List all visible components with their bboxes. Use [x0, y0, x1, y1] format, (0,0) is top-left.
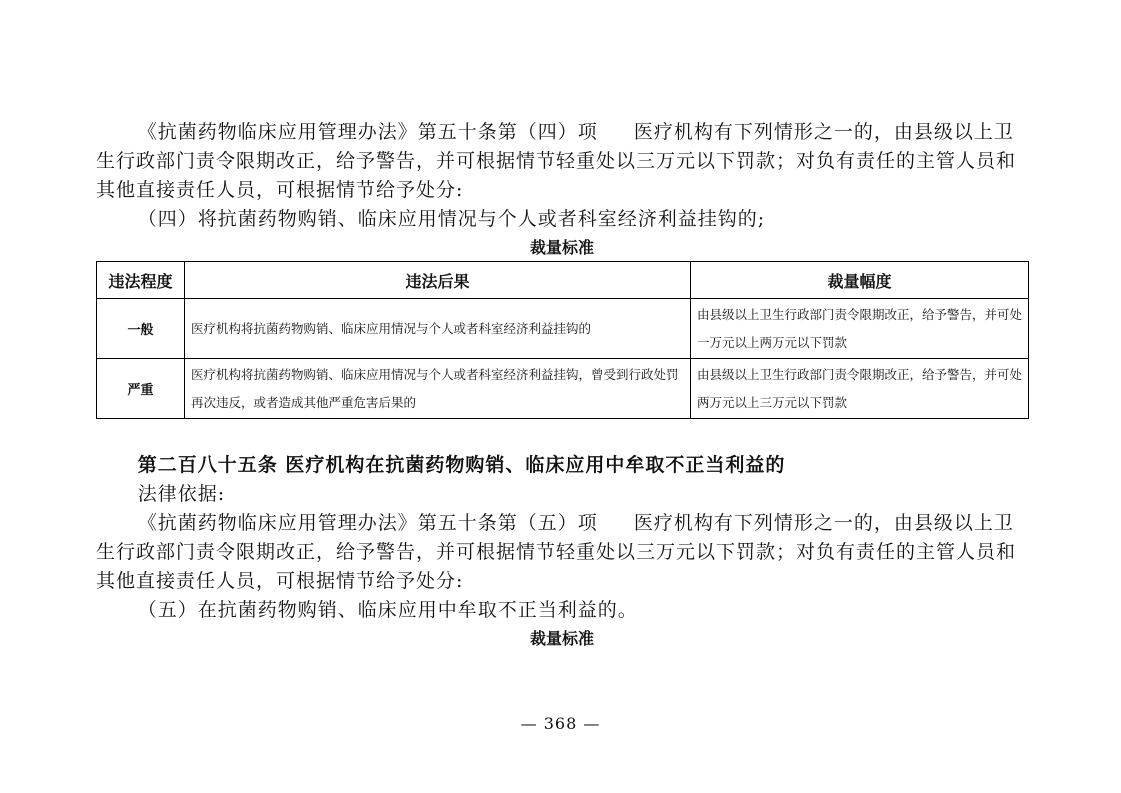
article-heading: 第二百八十五条 医疗机构在抗菌药物购销、临床应用中牟取不正当利益的	[137, 454, 786, 476]
regulation-text: 医疗机构有下列情形之一的，由县级以上卫生行政部门责令限期改正，给予警告，并可根据情节轻重处以三万元以下罚款；对负有责任的主管人员和其他直接责任人员，可根据情节给予处分:	[96, 512, 1017, 592]
table-row	[97, 359, 1029, 419]
discretion-range: 由县级以上卫生行政部门责令限期改正，给予警告，并可处两万元以上三万元以下罚款	[691, 359, 1029, 419]
document-page	[96, 118, 1028, 652]
table-row	[97, 299, 1029, 359]
header-violation-degree: 违法程度	[97, 262, 185, 299]
clause-item-5: （五）在抗菌药物购销、临床应用中牟取不正当利益的。	[137, 599, 638, 621]
discretion-table	[96, 261, 1029, 419]
discretion-standard-title-2: 裁量标准	[529, 629, 594, 648]
violation-consequence: 医疗机构将抗菌药物购销、临床应用情况与个人或者科室经济利益挂钩的	[185, 299, 691, 359]
legal-basis-paragraph-2	[96, 509, 1028, 596]
regulation-citation: 《抗菌药物临床应用管理办法》第五十条第（五）项	[137, 512, 598, 534]
violation-level: 一般	[97, 299, 185, 359]
legal-basis-label: 法律依据:	[137, 483, 226, 505]
discretion-range: 由县级以上卫生行政部门责令限期改正，给予警告，并可处一万元以上两万元以下罚款	[691, 299, 1029, 359]
discretion-standard-title: 裁量标准	[529, 238, 594, 257]
regulation-citation: 《抗菌药物临床应用管理办法》第五十条第（四）项	[137, 121, 598, 143]
legal-basis-paragraph-1	[96, 118, 1028, 205]
regulation-text: 医疗机构有下列情形之一的，由县级以上卫生行政部门责令限期改正，给予警告，并可根据情节轻重处以三万元以下罚款；对负有责任的主管人员和其他直接责任人员，可根据情节给予处分:	[96, 121, 1017, 201]
violation-level: 严重	[97, 359, 185, 419]
header-discretion-range: 裁量幅度	[691, 262, 1029, 299]
violation-consequence: 医疗机构将抗菌药物购销、临床应用情况与个人或者科室经济利益挂钩，曾受到行政处罚再次违反，或者造成其他严重危害后果的	[185, 359, 691, 419]
table-header-row	[97, 262, 1029, 299]
header-violation-consequence: 违法后果	[185, 262, 691, 299]
page-number: — 368 —	[520, 714, 601, 733]
clause-item-4: （四）将抗菌药物购销、临床应用情况与个人或者科室经济利益挂钩的;	[137, 208, 766, 230]
